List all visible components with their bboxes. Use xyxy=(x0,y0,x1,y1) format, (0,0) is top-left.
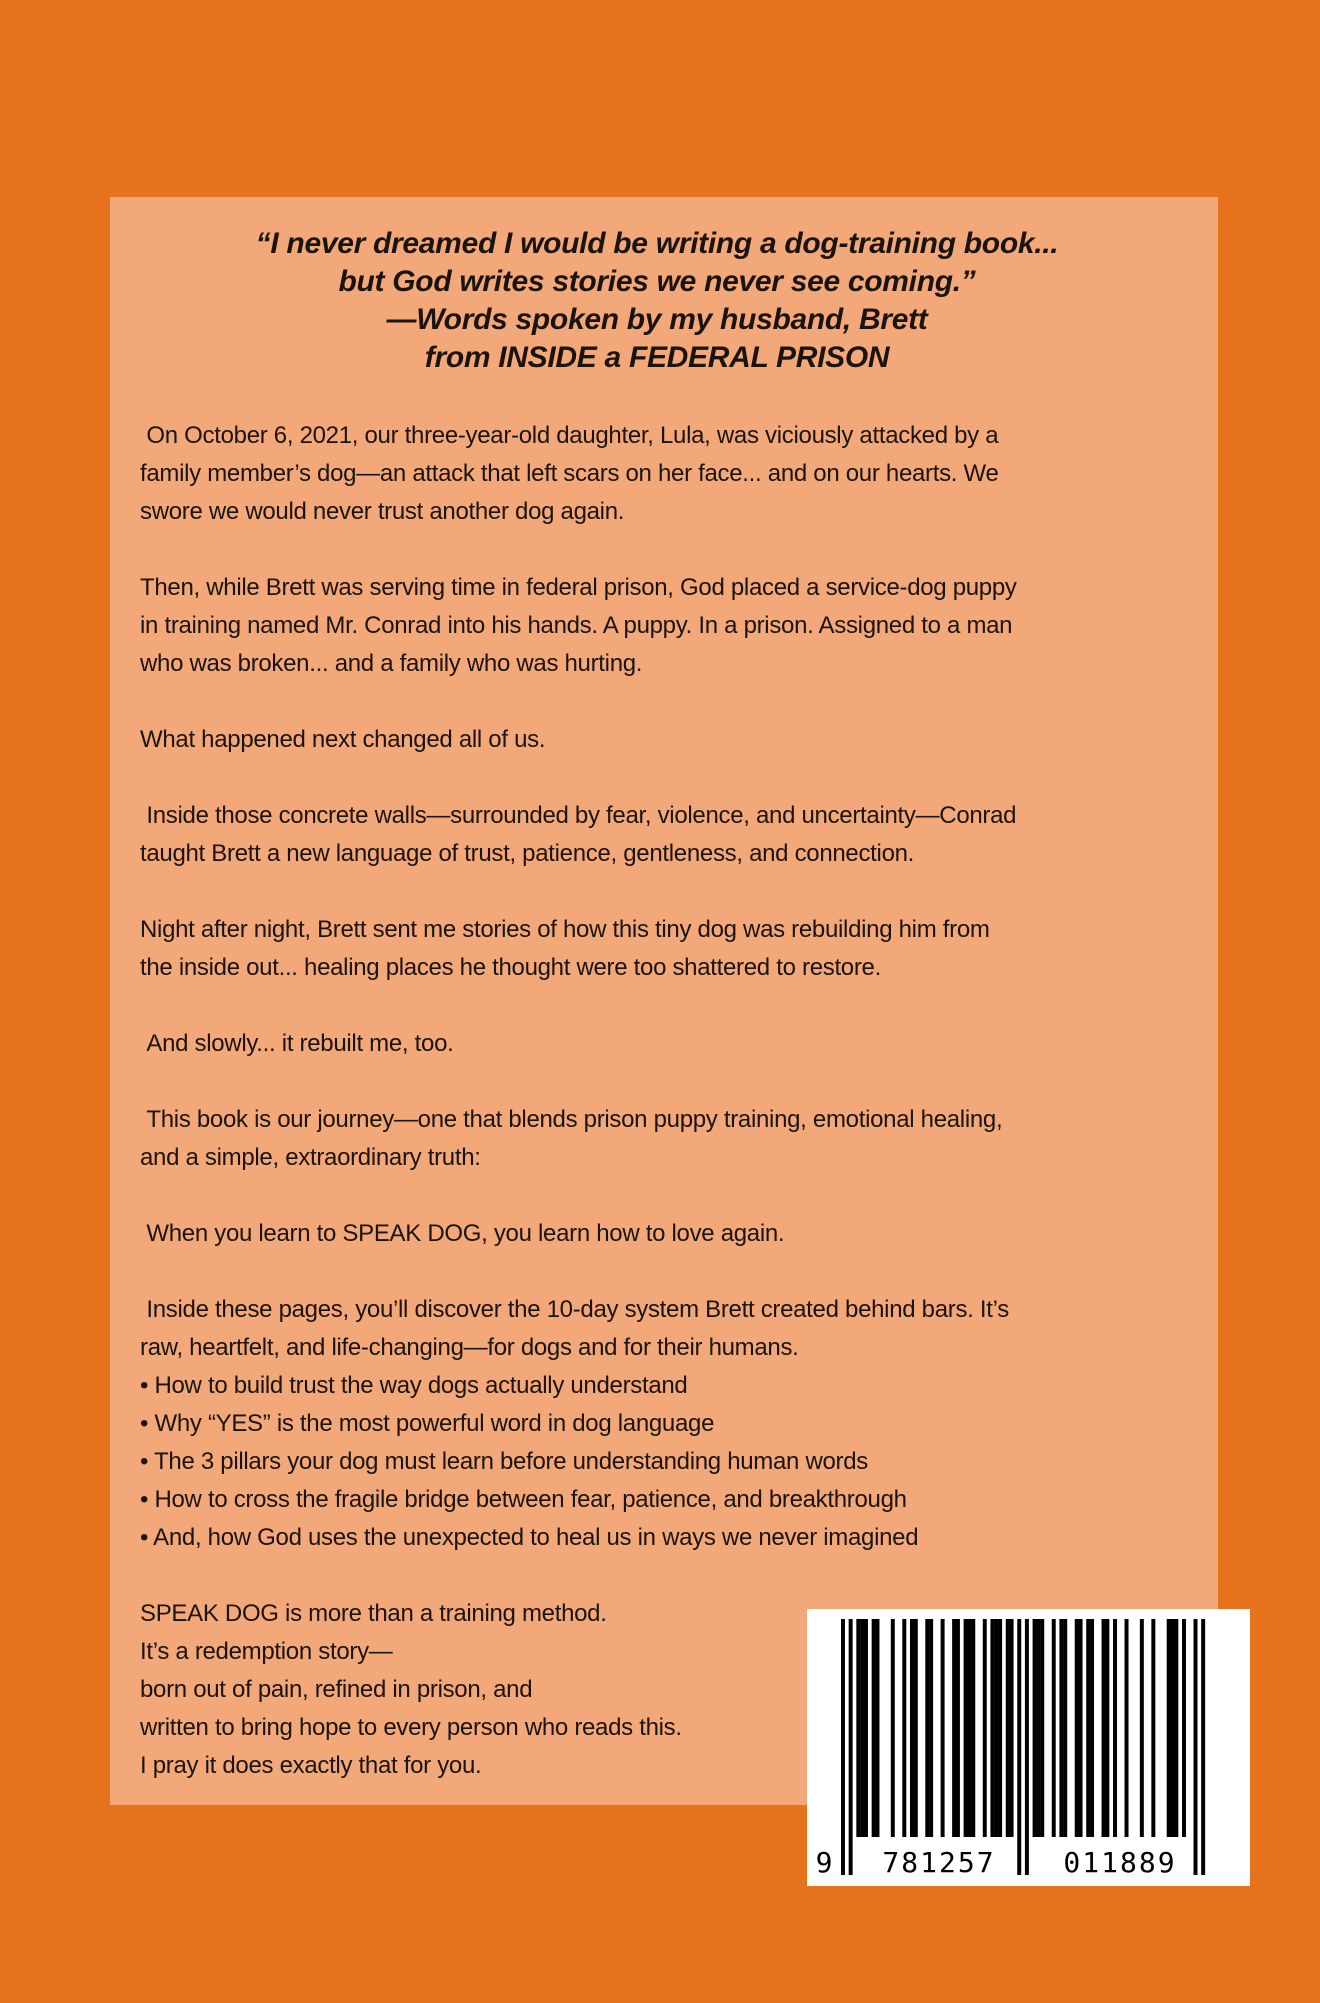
paragraph-rebuilt-me: And slowly... it rebuilt me, too. xyxy=(140,1030,454,1057)
paragraph-prison-puppy: Then, while Brett was serving time in federal prison, God placed a service-dog puppy in training named Mr. Conrad into his hands. A puppy. In a prison. Assigned to a man who was broken... and a family who was hurting. xyxy=(140,574,1017,677)
bullet-list xyxy=(140,1367,1174,1557)
paragraph-night-after-night: Night after night, Brett sent me stories of how this tiny dog was rebuilding him from the inside out... healing places he thought were too shattered to restore. xyxy=(140,916,990,981)
bullet-item-bridge: • How to cross the fragile bridge between fear, patience, and breakthrough xyxy=(140,1486,907,1513)
back-cover-panel xyxy=(110,197,1218,1805)
quote-line-4: from INSIDE a FEDERAL PRISON xyxy=(424,341,890,374)
bullet-item-trust: • How to build trust the way dogs actually understand xyxy=(140,1372,688,1399)
paragraph-changed-us: What happened next changed all of us. xyxy=(140,726,546,753)
paragraph-speak-dog-love: When you learn to SPEAK DOG, you learn how to love again. xyxy=(140,1220,785,1247)
bullet-item-yes: • Why “YES” is the most powerful word in dog language xyxy=(140,1410,715,1437)
paragraph-attack: On October 6, 2021, our three-year-old daughter, Lula, was viciously attacked by a family member’s dog—an attack that left scars on her face... and on our hearts. We swore we would never trust another dog again. xyxy=(140,422,999,525)
isbn-lead-digit: 9 xyxy=(815,1846,835,1879)
closing-paragraph: SPEAK DOG is more than a training method. It’s a redemption story— born out of pain, refined in prison, and written to bring hope to every person who reads this. I pray it does exactly that for you. xyxy=(140,1600,682,1779)
paragraph-inside-pages: Inside these pages, you’ll discover the 10-day system Brett created behind bars. It’s raw, heartfelt, and life-changing—for dogs and for their humans. xyxy=(140,1296,1009,1361)
isbn-group-1: 781257 xyxy=(882,1846,996,1879)
bullet-item-pillars: • The 3 pillars your dog must learn before understanding human words xyxy=(140,1448,868,1475)
isbn-group-2: 011889 xyxy=(1063,1846,1177,1879)
quote-block xyxy=(140,225,1174,377)
isbn-barcode xyxy=(807,1609,1250,1886)
bullet-item-god: • And, how God uses the unexpected to heal us in ways we never imagined xyxy=(140,1524,919,1551)
quote-line-1: “I never dreamed I would be writing a dog-training book... xyxy=(255,227,1059,260)
barcode-bars xyxy=(807,1609,1250,1886)
paragraph-concrete-walls: Inside those concrete walls—surrounded by fear, violence, and uncertainty—Conrad taught Brett a new language of trust, patience, gentleness, and connection. xyxy=(140,802,1017,867)
quote-line-3: —Words spoken by my husband, Brett xyxy=(386,303,928,336)
paragraph-this-book: This book is our journey—one that blends prison puppy training, emotional healing, and a simple, extraordinary truth: xyxy=(140,1106,1003,1171)
quote-line-2: but God writes stories we never see coming.” xyxy=(338,265,976,298)
